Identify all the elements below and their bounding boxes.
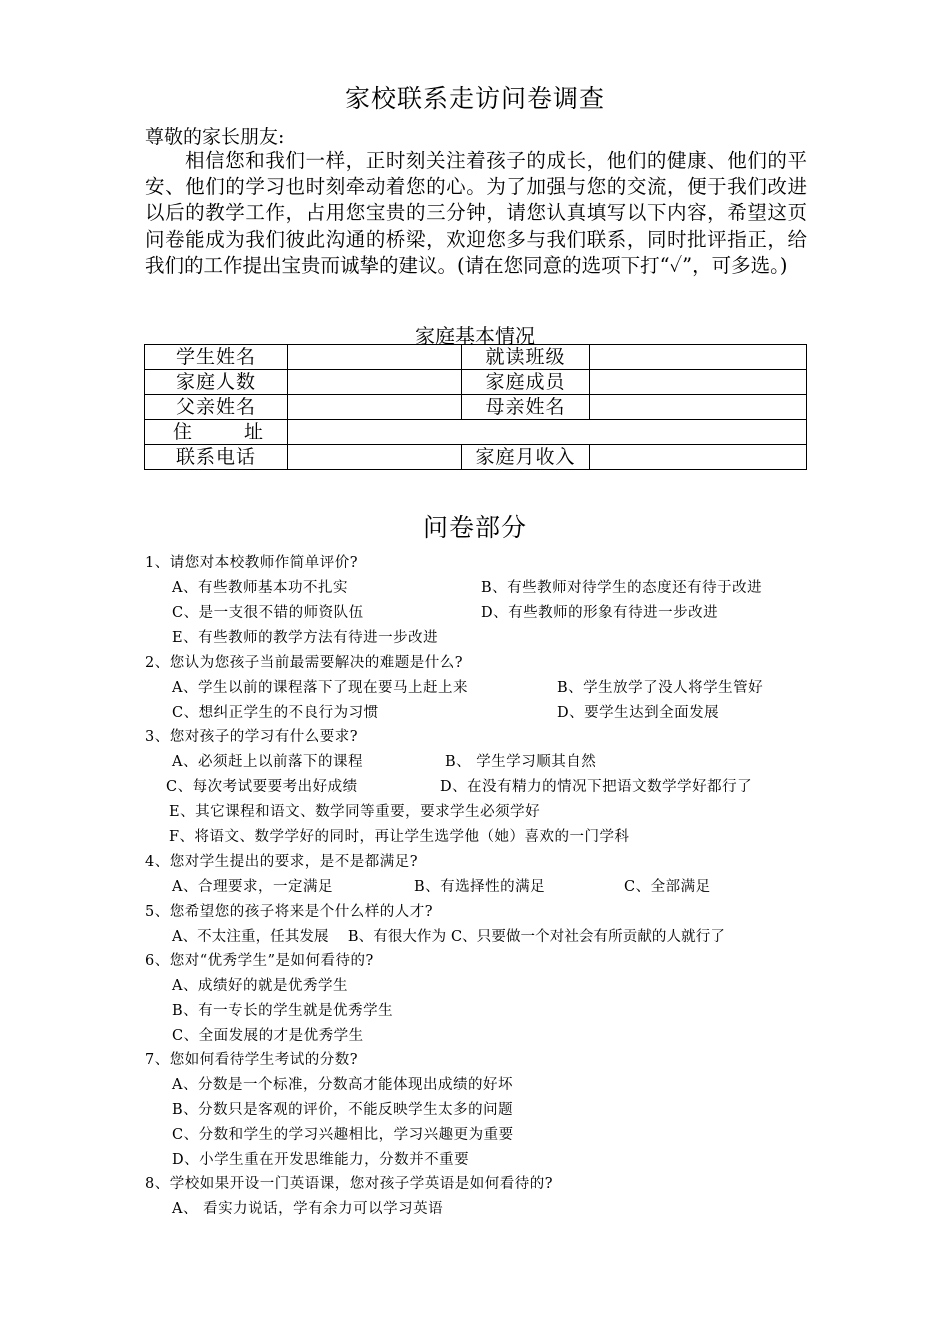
class-label: 就读班级 bbox=[462, 345, 590, 370]
q7-option-a[interactable]: A、分数是一个标准，分数高才能体现出成绩的好坏 bbox=[172, 1077, 513, 1093]
q2-option-c[interactable]: C、想纠正学生的不良行为习惯 bbox=[172, 705, 379, 721]
student-name-label: 学生姓名 bbox=[145, 345, 288, 370]
student-name-field[interactable] bbox=[288, 345, 462, 370]
q2-option-a[interactable]: A、学生以前的课程落下了现在要马上赶上来 bbox=[172, 680, 468, 696]
q1-option-b[interactable]: B、有些教师对待学生的态度还有待于改进 bbox=[481, 580, 763, 596]
q4-option-a[interactable]: A、合理要求，一定满足 bbox=[172, 879, 333, 895]
phone-label: 联系电话 bbox=[145, 445, 288, 470]
q1-option-e[interactable]: E、有些教师的教学方法有待进一步改进 bbox=[172, 630, 439, 646]
table-row bbox=[145, 370, 807, 395]
page-title: 家校联系走访问卷调查 bbox=[344, 84, 605, 113]
q3-option-a[interactable]: A、必须赶上以前落下的课程 bbox=[172, 754, 363, 770]
q2-option-b[interactable]: B、学生放学了没人将学生管好 bbox=[557, 680, 764, 696]
mother-name-field[interactable] bbox=[590, 395, 807, 420]
q1-option-c[interactable]: C、是一支很不错的师资队伍 bbox=[172, 605, 364, 621]
address-label bbox=[145, 420, 288, 445]
family-section-title: 家庭基本情况 bbox=[415, 324, 535, 348]
q7-option-b[interactable]: B、分数只是客观的评价，不能反映学生太多的问题 bbox=[172, 1102, 514, 1118]
q7-option-c[interactable]: C、分数和学生的学习兴趣相比，学习兴趣更为重要 bbox=[172, 1127, 514, 1143]
q1-option-a[interactable]: A、有些教师基本功不扎实 bbox=[172, 580, 348, 596]
family-members-label: 家庭成员 bbox=[462, 370, 590, 395]
q3-option-d[interactable]: D、在没有精力的情况下把语文数学学好都行了 bbox=[440, 779, 753, 795]
table-row bbox=[145, 420, 807, 445]
address-label-char-2: 址 bbox=[244, 421, 264, 443]
question-5: 5、您希望您的孩子将来是个什么样的人才? bbox=[145, 904, 433, 920]
question-7: 7、您如何看待学生考试的分数? bbox=[145, 1052, 358, 1068]
question-8: 8、学校如果开设一门英语课，您对孩子学英语是如何看待的? bbox=[145, 1176, 553, 1192]
q6-option-a[interactable]: A、成绩好的就是优秀学生 bbox=[172, 978, 348, 994]
q4-option-c[interactable]: C、全部满足 bbox=[624, 879, 711, 895]
greeting: 尊敬的家长朋友: bbox=[145, 126, 285, 148]
q1-option-d[interactable]: D、有些教师的形象有待进一步改进 bbox=[481, 605, 719, 621]
questionnaire-title: 问卷部分 bbox=[422, 513, 527, 542]
q2-option-d[interactable]: D、要学生达到全面发展 bbox=[557, 705, 720, 721]
q6-option-b[interactable]: B、有一专长的学生就是优秀学生 bbox=[172, 1003, 394, 1019]
q3-option-b[interactable]: B、 学生学习顺其自然 bbox=[445, 754, 597, 770]
question-3: 3、您对孩子的学习有什么要求? bbox=[145, 729, 358, 745]
q5-options[interactable]: A、不太注重，任其发展 B、有很大作为 C、只要做一个对社会有所贡献的人就行了 bbox=[172, 929, 725, 945]
table-row bbox=[145, 445, 807, 470]
q3-option-c[interactable]: C、每次考试要要考出好成绩 bbox=[166, 779, 358, 795]
address-field[interactable] bbox=[288, 420, 807, 445]
mother-name-label: 母亲姓名 bbox=[462, 395, 590, 420]
question-4: 4、您对学生提出的要求，是不是都满足? bbox=[145, 854, 418, 870]
class-field[interactable] bbox=[590, 345, 807, 370]
q8-option-a[interactable]: A、 看实力说话，学有余力可以学习英语 bbox=[172, 1201, 444, 1217]
phone-field[interactable] bbox=[288, 445, 462, 470]
intro-paragraph: 相信您和我们一样，正时刻关注着孩子的成长，他们的健康、他们的平安、他们的学习也时刻牵动着您的心。为了加强与您的交流，便于我们改进以后的教学工作，占用您宝贵的三分钟，请您认真填写以下内容，希望这页问卷能成为我们彼此沟通的桥梁，欢迎您多与我们联系，同时批评指正，给我们的工作提出宝贵而诚挚的建议。(请在您同意的选项下打“✓”，可多选。) bbox=[145, 149, 807, 277]
family-members-field[interactable] bbox=[590, 370, 807, 395]
father-name-label: 父亲姓名 bbox=[145, 395, 288, 420]
q3-option-f[interactable]: F、将语文、数学学好的同时，再让学生选学他（她）喜欢的一门学科 bbox=[169, 829, 630, 845]
address-label-char-1: 住 bbox=[173, 421, 193, 443]
table-row bbox=[145, 395, 807, 420]
question-2: 2、您认为您孩子当前最需要解决的难题是什么? bbox=[145, 655, 463, 671]
family-size-field[interactable] bbox=[288, 370, 462, 395]
father-name-field[interactable] bbox=[288, 395, 462, 420]
q4-option-b[interactable]: B、有选择性的满足 bbox=[414, 879, 546, 895]
family-info-table bbox=[144, 344, 807, 470]
q3-option-e[interactable]: E、其它课程和语文、数学同等重要，要求学生必须学好 bbox=[169, 804, 541, 820]
family-size-label: 家庭人数 bbox=[145, 370, 288, 395]
q7-option-d[interactable]: D、小学生重在开发思维能力，分数并不重要 bbox=[172, 1152, 470, 1168]
q6-option-c[interactable]: C、全面发展的才是优秀学生 bbox=[172, 1028, 364, 1044]
monthly-income-label: 家庭月收入 bbox=[462, 445, 590, 470]
question-6: 6、您对“优秀学生”是如何看待的? bbox=[145, 953, 374, 969]
monthly-income-field[interactable] bbox=[590, 445, 807, 470]
question-1: 1、请您对本校教师作简单评价? bbox=[145, 555, 358, 571]
table-row bbox=[145, 345, 807, 370]
